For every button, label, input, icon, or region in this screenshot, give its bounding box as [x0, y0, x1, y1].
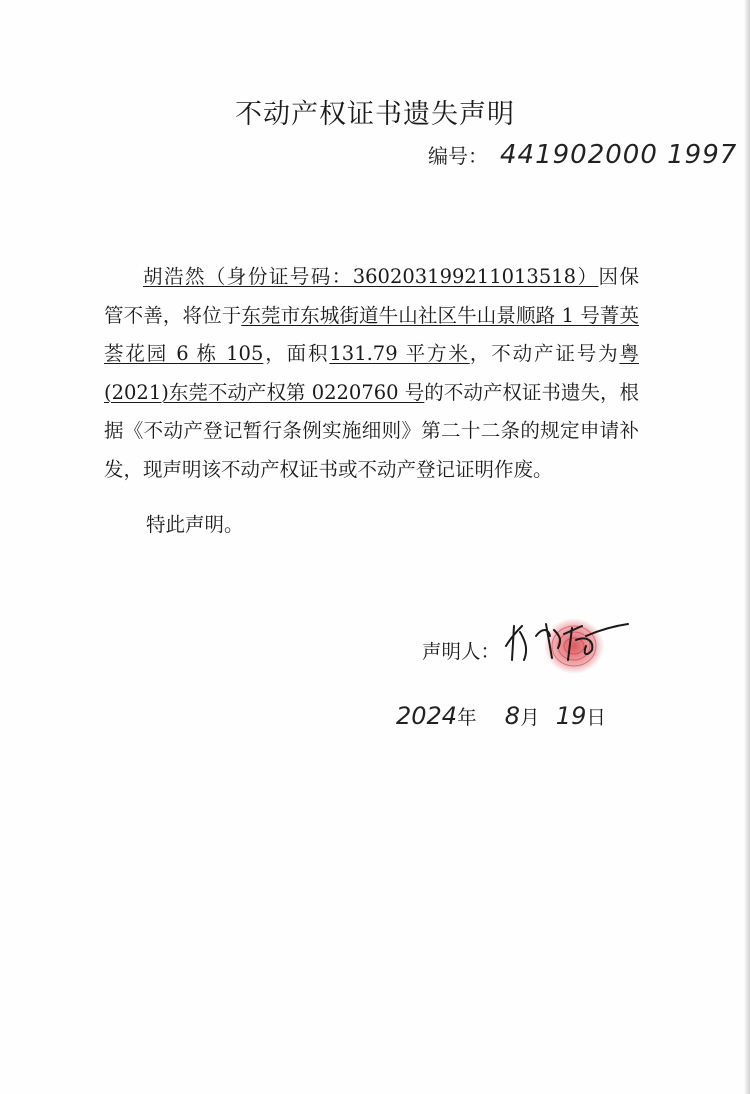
date-day: 19 [555, 702, 587, 730]
date-month: 8 [504, 702, 521, 730]
scan-edge-shadow [744, 0, 750, 1094]
certificate-number: 粤(2021)东莞不动产权第 0220760 号 [104, 342, 639, 404]
closing-statement: 特此声明。 [146, 513, 244, 536]
owner-name-id: 胡浩然（身份证号码：360203199211013518） [143, 265, 599, 288]
signature-with-fingerprint [502, 606, 632, 676]
date-year-unit: 年 [457, 706, 477, 729]
property-area: 131.79 平方米 [329, 342, 470, 365]
declarant-label: 声明人： [422, 640, 501, 663]
declaration-paragraph [104, 258, 639, 489]
date-day-unit: 日 [586, 706, 606, 729]
text-segment: ，面积 [263, 342, 330, 365]
text-segment: ，不动产证号为 [469, 342, 620, 365]
text-segment: 因保管不善，将位于 [104, 265, 639, 327]
property-address: 东莞市东城街道牛山社区牛山景顺路 1 号菁英荟花园 6 栋 105 [104, 303, 639, 365]
date-month-unit: 月 [520, 706, 540, 729]
text-segment: 的不动产权证书遗失，根据《不动产登记暂行条例实施细则》第二十二条的规定申请补发，现声明该不动产权证书或不动产登记证明作废。 [104, 380, 639, 481]
date-year: 2024 [396, 702, 458, 730]
serial-number [428, 140, 737, 170]
declaration-date [396, 702, 606, 730]
serial-label: 编号： [428, 144, 488, 168]
page-title: 不动产权证书遗失声明 [235, 99, 515, 130]
serial-value: 441902000 1997 [500, 140, 738, 170]
declaration-body [104, 258, 639, 489]
